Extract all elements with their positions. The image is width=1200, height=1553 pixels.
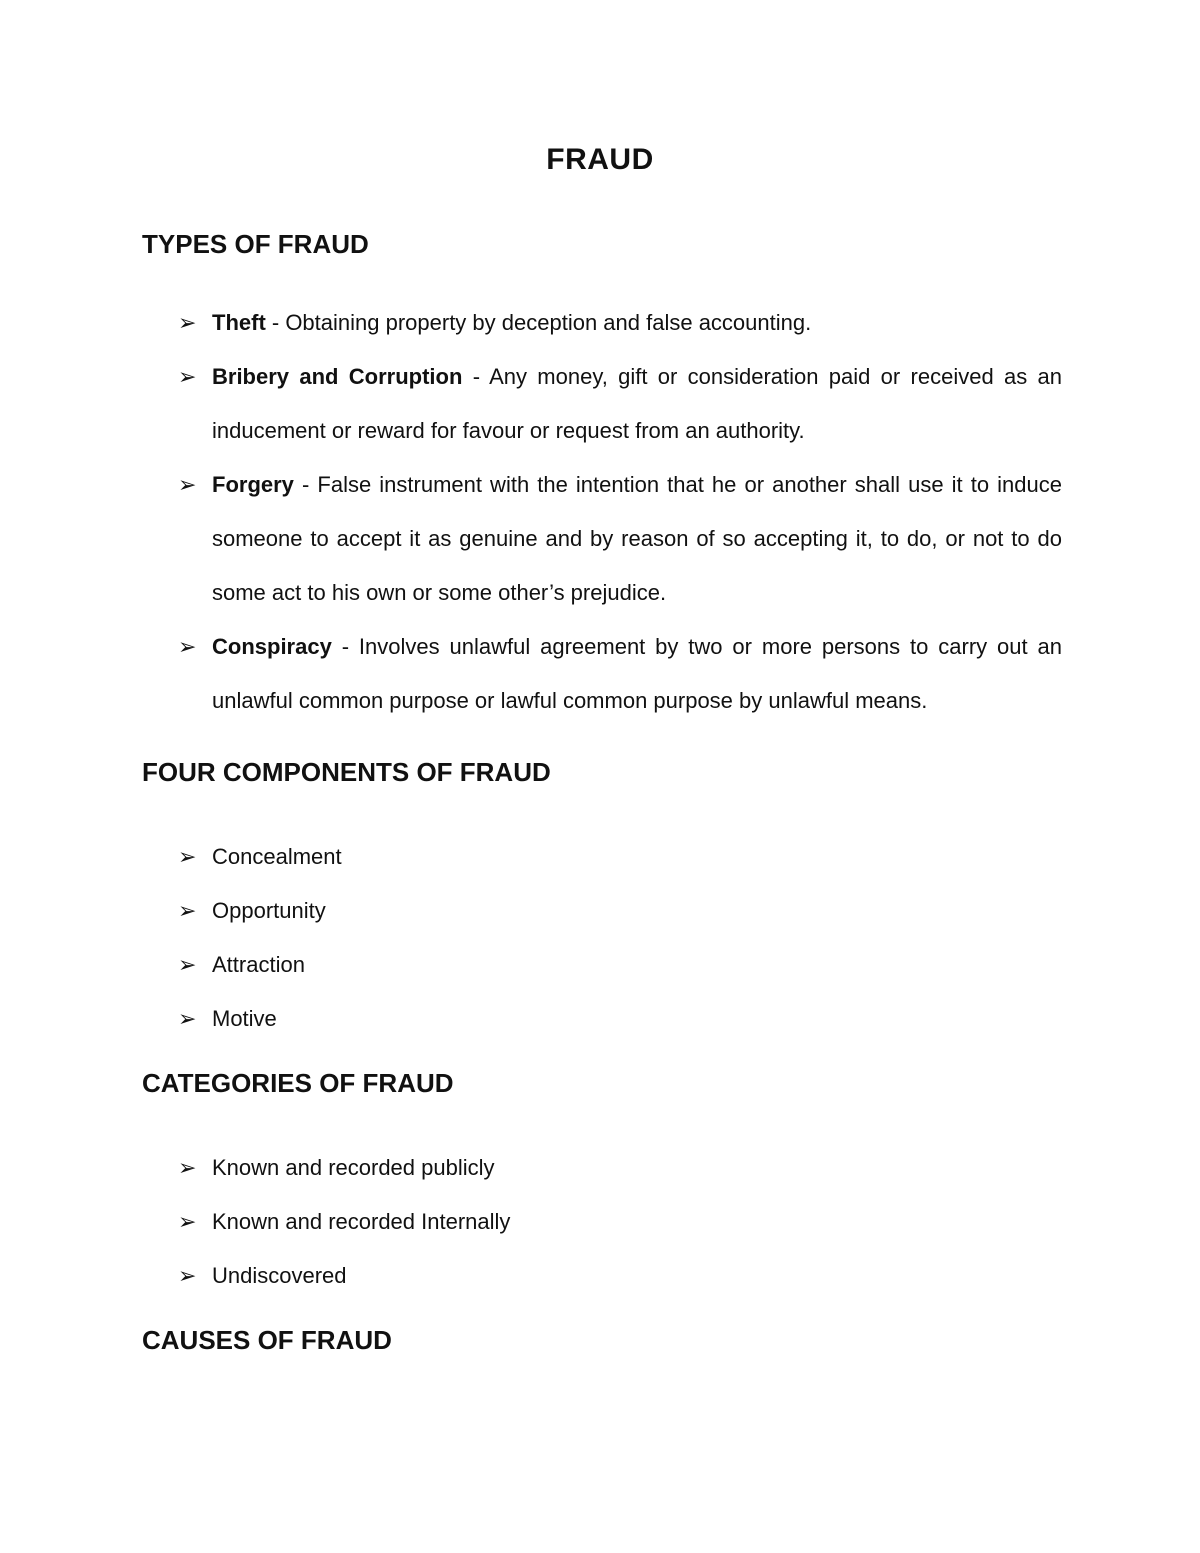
section-heading: TYPES OF FRAUD: [142, 229, 369, 259]
section-categories: [142, 1065, 1062, 1303]
arrow-bullet-icon: ➢: [178, 1263, 197, 1288]
categories-list: [142, 1141, 1062, 1303]
fraud-type-description: - False instrument with the intention that he or another shall use it to induce someone to accept it as genuine and by reason of so accepting it, to do, or not to do some act to his own or some other’s prejudice.: [212, 472, 1062, 605]
section-causes: [142, 1322, 1062, 1358]
list-item: [142, 350, 1062, 458]
list-item: [142, 296, 1062, 350]
list-item: [142, 830, 1062, 884]
components-list: [142, 830, 1062, 1046]
arrow-bullet-icon: ➢: [178, 844, 197, 869]
section-heading: FOUR COMPONENTS OF FRAUD: [142, 757, 551, 787]
fraud-type-description: - Involves unlawful agreement by two or more persons to carry out an unlawful common purpose or lawful common purpose by unlawful means.: [212, 634, 1062, 713]
arrow-bullet-icon: ➢: [178, 310, 197, 335]
arrow-bullet-icon: ➢: [178, 898, 197, 923]
fraud-type-term: Theft: [212, 310, 266, 335]
arrow-bullet-icon: ➢: [178, 1209, 197, 1234]
component-label: Concealment: [212, 844, 342, 869]
component-label: Opportunity: [212, 898, 326, 923]
arrow-bullet-icon: ➢: [178, 634, 197, 659]
category-label: Known and recorded publicly: [212, 1155, 495, 1180]
list-item: [142, 992, 1062, 1046]
fraud-type-term: Conspiracy: [212, 634, 332, 659]
list-item: [142, 938, 1062, 992]
list-item: [142, 458, 1062, 620]
list-item: [142, 884, 1062, 938]
section-types-of-fraud: [142, 226, 1062, 728]
section-four-components: [142, 754, 1062, 1046]
fraud-type-description: - Any money, gift or consideration paid or received as an inducement or reward for favour or request from an authority.: [212, 364, 1062, 443]
fraud-type-description: - Obtaining property by deception and false accounting.: [265, 310, 812, 335]
list-item: [142, 1249, 1062, 1303]
document-title: FRAUD: [546, 143, 654, 176]
list-item: [142, 620, 1062, 728]
arrow-bullet-icon: ➢: [178, 1006, 197, 1031]
list-item: [142, 1141, 1062, 1195]
arrow-bullet-icon: ➢: [178, 472, 197, 497]
component-label: Attraction: [212, 952, 305, 977]
category-label: Undiscovered: [212, 1263, 347, 1288]
section-heading: CATEGORIES OF FRAUD: [142, 1068, 454, 1098]
arrow-bullet-icon: ➢: [178, 364, 197, 389]
category-label: Known and recorded Internally: [212, 1209, 511, 1234]
arrow-bullet-icon: ➢: [178, 952, 197, 977]
component-label: Motive: [212, 1006, 277, 1031]
arrow-bullet-icon: ➢: [178, 1155, 197, 1180]
list-item: [142, 1195, 1062, 1249]
fraud-type-term: Bribery and Corruption: [212, 364, 463, 389]
fraud-type-term: Forgery: [212, 472, 294, 497]
section-heading: CAUSES OF FRAUD: [142, 1325, 392, 1355]
types-list: [142, 296, 1062, 728]
